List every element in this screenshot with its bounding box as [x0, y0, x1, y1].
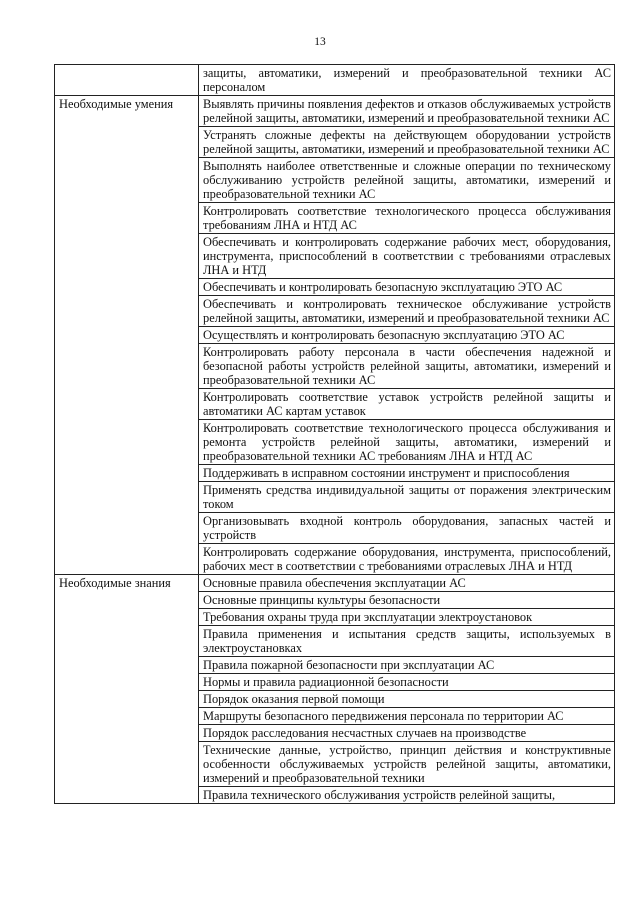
table-cell-text: защиты, автоматики, измерений и преобразовательной техники АС персоналом — [199, 65, 615, 96]
table-cell-text: Осуществлять и контролировать безопасную эксплуатацию ЭТО АС — [199, 327, 615, 344]
table-cell-text: Основные принципы культуры безопасности — [199, 592, 615, 609]
table-row — [55, 65, 615, 96]
table-cell-text: Правила применения и испытания средств защиты, используемых в электроустановках — [199, 626, 615, 657]
table-cell-text: Организовывать входной контроль оборудования, запасных частей и устройств — [199, 513, 615, 544]
table-cell-text: Основные правила обеспечения эксплуатации АС — [199, 575, 615, 592]
table-cell-text: Обеспечивать и контролировать техническое обслуживание устройств релейной защиты, автоматики, измерений и преобразовательной техники АС — [199, 296, 615, 327]
page-number: 13 — [314, 36, 326, 48]
competency-table-body — [55, 65, 615, 804]
table-cell-text: Контролировать содержание оборудования, инструмента, приспособлений, рабочих мест в соответствии с требованиями отраслевых ЛНА и НТД — [199, 544, 615, 575]
row-label: Необходимые умения — [55, 96, 199, 575]
table-cell-text: Контролировать соответствие технологического процесса обслуживания и ремонта устройств релейной защиты, автоматики, измерений и преобразовательной техники АС требованиям ЛНА и НТД АС — [199, 420, 615, 465]
table-cell-text: Поддерживать в исправном состоянии инструмент и приспособления — [199, 465, 615, 482]
table-row — [55, 575, 615, 592]
table-cell-text: Требования охраны труда при эксплуатации электроустановок — [199, 609, 615, 626]
table-cell-text: Правила технического обслуживания устройств релейной защиты, — [199, 787, 615, 804]
table-cell-text: Устранять сложные дефекты на действующем оборудовании устройств релейной защиты, автоматики, измерений и преобразовательной техники АС — [199, 127, 615, 158]
row-label: Необходимые знания — [55, 575, 199, 804]
table-cell-text: Выявлять причины появления дефектов и отказов обслуживаемых устройств релейной защиты, автоматики, измерений и преобразовательной техники АС — [199, 96, 615, 127]
table-cell-text: Применять средства индивидуальной защиты от поражения электрическим током — [199, 482, 615, 513]
table-cell-text: Выполнять наиболее ответственные и сложные операции по техническому обслуживанию устройств релейной защиты, автоматики, измерений и преобразовательной техники АС — [199, 158, 615, 203]
row-label — [55, 65, 199, 96]
table-cell-text: Правила пожарной безопасности при эксплуатации АС — [199, 657, 615, 674]
table-cell-text: Порядок оказания первой помощи — [199, 691, 615, 708]
table-cell-text: Контролировать соответствие уставок устройств релейной защиты и автоматики АС картам уставок — [199, 389, 615, 420]
table-cell-text: Обеспечивать и контролировать безопасную эксплуатацию ЭТО АС — [199, 279, 615, 296]
table-cell-text: Обеспечивать и контролировать содержание рабочих мест, оборудования, инструмента, приспособлений в соответствии с требованиями отраслевых ЛНА и НТД — [199, 234, 615, 279]
table-cell-text: Технические данные, устройство, принцип действия и конструктивные особенности обслуживаемых устройств релейной защиты, автоматики, измерений и преобразовательной техники — [199, 742, 615, 787]
table-cell-text: Контролировать соответствие технологического процесса обслуживания требованиям ЛНА и НТД АС — [199, 203, 615, 234]
table-cell-text: Контролировать работу персонала в части обеспечения надежной и безопасной работы устройств релейной защиты, автоматики, измерений и преобразовательной техники АС — [199, 344, 615, 389]
table-cell-text: Маршруты безопасного передвижения персонала по территории АС — [199, 708, 615, 725]
table-row — [55, 96, 615, 127]
table-cell-text: Порядок расследования несчастных случаев на производстве — [199, 725, 615, 742]
table-cell-text: Нормы и правила радиационной безопасности — [199, 674, 615, 691]
competency-table — [54, 64, 615, 804]
